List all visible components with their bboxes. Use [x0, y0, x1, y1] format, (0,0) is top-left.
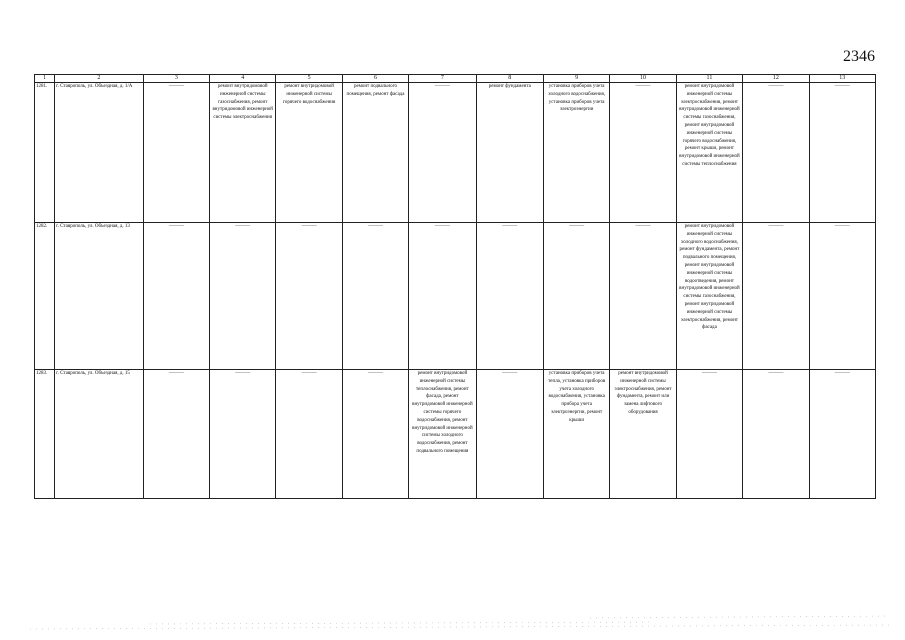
table-cell: установка приборов учета холодного водоснабжения, установка приборов учета электроэнергии [543, 83, 609, 223]
table-cell: ——— [476, 370, 543, 499]
address-cell: г. Ставрополь, ул. Объездная, д. 1/А [55, 83, 144, 223]
table-cell: установка приборов учета тепла, установка приборов учета холодного водоснабжения, установка прибора учета электроэнергии, ремонт крыши [543, 370, 609, 499]
col-header-13: 13 [809, 75, 875, 83]
table-cell: ——— [143, 83, 209, 223]
table-cell: ——— [476, 223, 543, 370]
table-cell: ——— [809, 83, 875, 223]
table-cell: ремонт подвального помещения, ремонт фасада [342, 83, 408, 223]
capital-repair-table [34, 74, 876, 499]
col-header-6: 6 [342, 75, 408, 83]
table-row [35, 370, 876, 499]
col-header-12: 12 [743, 75, 809, 83]
table-cell: ремонт внутридомовой инженерной системы горячего водоснабжения [276, 83, 342, 223]
page-number: 2346 [843, 48, 875, 65]
col-header-5: 5 [276, 75, 342, 83]
col-header-11: 11 [676, 75, 742, 83]
col-header-7: 7 [409, 75, 476, 83]
col-header-2: 2 [55, 75, 144, 83]
scan-noise [30, 612, 890, 632]
table-row [35, 83, 876, 223]
col-header-1: 1 [35, 75, 55, 83]
table-cell: ——— [743, 370, 809, 499]
table-cell: ——— [342, 223, 408, 370]
column-number-row [35, 75, 876, 83]
table-cell: ——— [143, 370, 209, 499]
table-cell: ——— [409, 83, 476, 223]
table-cell: ——— [342, 370, 408, 499]
table-cell: ——— [610, 83, 676, 223]
row-number: 1281. [35, 83, 55, 223]
table-cell: ремонт внутридомовой инженерной системы электроснабжения, ремонт фундамента, ремонт или замена лифтового оборудования [610, 370, 676, 499]
table-cell: ——— [743, 83, 809, 223]
col-header-10: 10 [610, 75, 676, 83]
table-cell: ремонт внутридомовой инженерной системы электроснабжения, ремонт внутридомовой инженерной системы газоснабжения, ремонт внутридомовой инженерной системы горячего водоснабжения, ремонт крыши, ремонт внутридомовой инженерной системы теплоснабжения [676, 83, 742, 223]
row-number: 1282. [35, 223, 55, 370]
table-cell: ——— [676, 370, 742, 499]
table-cell: ——— [610, 223, 676, 370]
col-header-3: 3 [143, 75, 209, 83]
table-cell: ——— [276, 223, 342, 370]
col-header-9: 9 [543, 75, 609, 83]
table-cell: ——— [210, 370, 276, 499]
table-cell: ——— [809, 223, 875, 370]
table-cell: ремонт фундамента [476, 83, 543, 223]
table-cell: ——— [143, 223, 209, 370]
table-cell: ——— [743, 223, 809, 370]
table-cell: ——— [409, 223, 476, 370]
address-cell: г. Ставрополь, ул. Объездная, д. 13 [55, 223, 144, 370]
table-cell: ——— [210, 223, 276, 370]
table-cell: ремонт внутридомовой инженерной системы теплоснабжения, ремонт фасада, ремонт внутридомовой инженерной системы горячего водоснабжения, ремонт внутридомовой инженерной системы холодного водоснабжения, ремонт подвального помещения [409, 370, 476, 499]
table-cell: ——— [276, 370, 342, 499]
table-cell: ——— [543, 223, 609, 370]
col-header-8: 8 [476, 75, 543, 83]
col-header-4: 4 [210, 75, 276, 83]
row-number: 1283. [35, 370, 55, 499]
table-cell: ремонт внутридомовой инженерной системы холодного водоснабжения, ремонт фундамента, ремонт подвального помещения, ремонт внутридомовой инженерной системы водоотведения, ремонт внутридомовой инженерной системы газоснабжения, ремонт внутридомовой инженерной системы электроснабжения, ремонт фасада [676, 223, 742, 370]
address-cell: г. Ставрополь, ул. Объездная, д. 15 [55, 370, 144, 499]
table-cell: ——— [809, 370, 875, 499]
table-row [35, 223, 876, 370]
table-cell: ремонт внутридомовой инженерной системы газоснабжения, ремонт внутридомовой инженерной системы электроснабжения [210, 83, 276, 223]
